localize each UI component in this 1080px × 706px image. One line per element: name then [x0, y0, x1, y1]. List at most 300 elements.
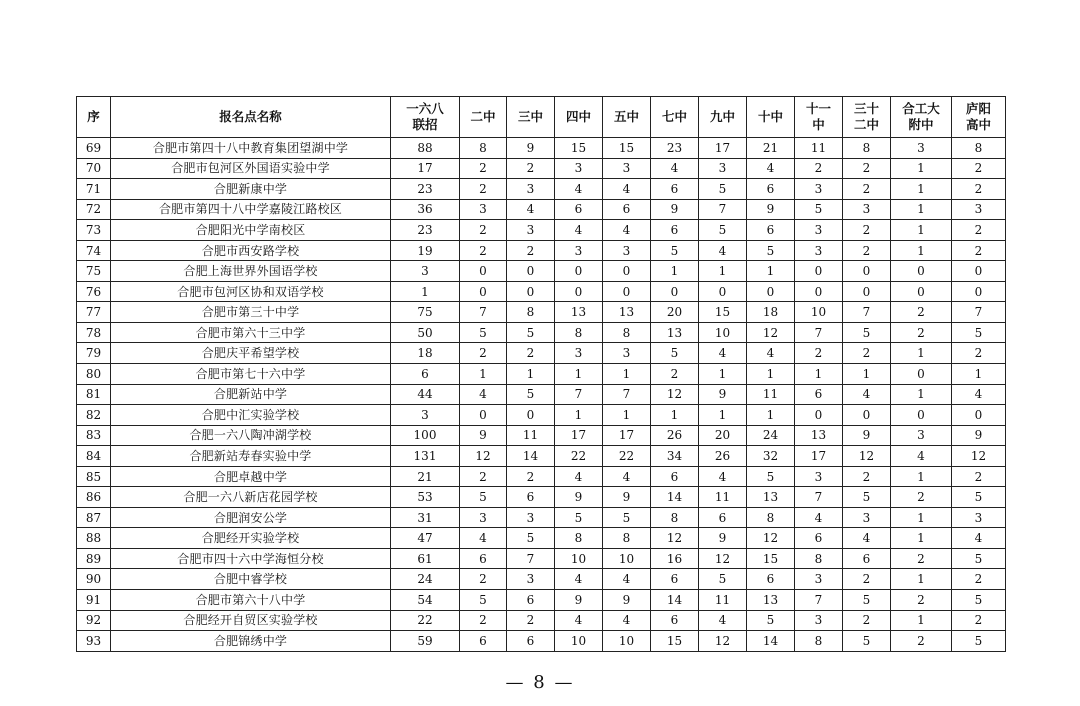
- school-name-cell: 合肥市西安路学校: [111, 240, 391, 261]
- quota-cell: 3: [795, 240, 843, 261]
- quota-cell: 5: [555, 507, 603, 528]
- quota-cell: 6: [507, 487, 555, 508]
- quota-cell: 11: [699, 487, 747, 508]
- quota-cell: 13: [795, 425, 843, 446]
- quota-cell: 10: [603, 631, 651, 652]
- quota-cell: 0: [507, 405, 555, 426]
- quota-cell: 2: [952, 569, 1006, 590]
- row-index-cell: 77: [77, 302, 111, 323]
- quota-cell: 7: [795, 487, 843, 508]
- quota-cell: 10: [555, 548, 603, 569]
- quota-cell: 12: [747, 528, 795, 549]
- quota-cell: 2: [843, 466, 891, 487]
- quota-cell: 11: [795, 138, 843, 159]
- quota-cell: 12: [699, 548, 747, 569]
- row-index-cell: 93: [77, 631, 111, 652]
- quota-cell: 5: [460, 590, 507, 611]
- quota-cell: 75: [391, 302, 460, 323]
- quota-cell: 4: [460, 528, 507, 549]
- row-index-cell: 70: [77, 158, 111, 179]
- table-row: [77, 302, 1006, 323]
- quota-cell: 5: [699, 220, 747, 241]
- table-row: [77, 507, 1006, 528]
- quota-cell: 10: [555, 631, 603, 652]
- quota-cell: 5: [795, 199, 843, 220]
- row-index-cell: 76: [77, 281, 111, 302]
- quota-cell: 6: [555, 199, 603, 220]
- school-name-cell: 合肥中睿学校: [111, 569, 391, 590]
- row-index-cell: 81: [77, 384, 111, 405]
- column-header: 十中: [747, 97, 795, 138]
- quota-cell: 5: [747, 610, 795, 631]
- quota-cell: 6: [651, 610, 699, 631]
- quota-cell: 6: [507, 590, 555, 611]
- quota-cell: 5: [952, 548, 1006, 569]
- table-row: [77, 405, 1006, 426]
- quota-cell: 7: [795, 322, 843, 343]
- table-row: [77, 343, 1006, 364]
- quota-cell: 3: [795, 569, 843, 590]
- quota-cell: 15: [555, 138, 603, 159]
- column-header: 九中: [699, 97, 747, 138]
- quota-cell: 13: [555, 302, 603, 323]
- quota-cell: 3: [460, 507, 507, 528]
- quota-cell: 4: [843, 528, 891, 549]
- quota-cell: 13: [747, 487, 795, 508]
- quota-cell: 1: [603, 405, 651, 426]
- quota-cell: 20: [651, 302, 699, 323]
- row-index-cell: 90: [77, 569, 111, 590]
- quota-cell: 2: [651, 364, 699, 385]
- quota-cell: 0: [555, 261, 603, 282]
- quota-cell: 1: [891, 466, 952, 487]
- school-name-cell: 合肥锦绣中学: [111, 631, 391, 652]
- quota-cell: 5: [507, 384, 555, 405]
- row-index-cell: 88: [77, 528, 111, 549]
- quota-cell: 3: [699, 158, 747, 179]
- row-index-cell: 89: [77, 548, 111, 569]
- quota-cell: 15: [603, 138, 651, 159]
- quota-cell: 2: [952, 343, 1006, 364]
- header-row: [77, 97, 1006, 138]
- quota-cell: 4: [747, 158, 795, 179]
- quota-cell: 19: [391, 240, 460, 261]
- row-index-cell: 69: [77, 138, 111, 159]
- quota-cell: 34: [651, 446, 699, 467]
- quota-cell: 5: [843, 590, 891, 611]
- school-name-cell: 合肥市第四十八中学嘉陵江路校区: [111, 199, 391, 220]
- quota-cell: 2: [952, 610, 1006, 631]
- table-row: [77, 610, 1006, 631]
- quota-cell: 3: [952, 507, 1006, 528]
- quota-cell: 3: [555, 343, 603, 364]
- quota-cell: 6: [460, 631, 507, 652]
- quota-cell: 11: [507, 425, 555, 446]
- row-index-cell: 71: [77, 179, 111, 200]
- quota-cell: 3: [460, 199, 507, 220]
- quota-cell: 1: [795, 364, 843, 385]
- quota-cell: 9: [603, 487, 651, 508]
- quota-cell: 4: [603, 569, 651, 590]
- quota-cell: 0: [747, 281, 795, 302]
- quota-cell: 2: [952, 179, 1006, 200]
- quota-cell: 14: [651, 487, 699, 508]
- quota-cell: 0: [891, 281, 952, 302]
- quota-cell: 2: [891, 631, 952, 652]
- school-name-cell: 合肥中汇实验学校: [111, 405, 391, 426]
- quota-cell: 9: [747, 199, 795, 220]
- quota-cell: 2: [891, 302, 952, 323]
- quota-cell: 7: [507, 548, 555, 569]
- quota-cell: 9: [507, 138, 555, 159]
- quota-cell: 18: [747, 302, 795, 323]
- quota-cell: 17: [391, 158, 460, 179]
- quota-cell: 8: [507, 302, 555, 323]
- quota-cell: 1: [507, 364, 555, 385]
- quota-cell: 13: [747, 590, 795, 611]
- quota-cell: 0: [891, 405, 952, 426]
- quota-cell: 0: [843, 281, 891, 302]
- quota-cell: 2: [507, 158, 555, 179]
- quota-cell: 1: [555, 405, 603, 426]
- quota-cell: 1: [891, 199, 952, 220]
- quota-cell: 0: [651, 281, 699, 302]
- quota-cell: 4: [699, 240, 747, 261]
- quota-cell: 6: [603, 199, 651, 220]
- school-name-cell: 合肥市第七十六中学: [111, 364, 391, 385]
- school-name-cell: 合肥市第六十八中学: [111, 590, 391, 611]
- quota-cell: 16: [651, 548, 699, 569]
- quota-cell: 24: [391, 569, 460, 590]
- quota-cell: 0: [603, 281, 651, 302]
- quota-cell: 10: [795, 302, 843, 323]
- school-name-cell: 合肥市第四十八中教育集团望湖中学: [111, 138, 391, 159]
- quota-cell: 2: [507, 240, 555, 261]
- quota-cell: 1: [891, 528, 952, 549]
- school-name-cell: 合肥上海世界外国语学校: [111, 261, 391, 282]
- quota-cell: 2: [460, 610, 507, 631]
- quota-cell: 0: [952, 261, 1006, 282]
- school-name-cell: 合肥市第三十中学: [111, 302, 391, 323]
- quota-cell: 9: [699, 384, 747, 405]
- quota-cell: 11: [747, 384, 795, 405]
- quota-cell: 0: [795, 261, 843, 282]
- quota-cell: 2: [460, 343, 507, 364]
- quota-cell: 4: [555, 179, 603, 200]
- quota-cell: 12: [699, 631, 747, 652]
- row-index-cell: 85: [77, 466, 111, 487]
- quota-cell: 2: [795, 158, 843, 179]
- quota-cell: 12: [747, 322, 795, 343]
- quota-cell: 4: [555, 220, 603, 241]
- quota-cell: 9: [651, 199, 699, 220]
- quota-cell: 88: [391, 138, 460, 159]
- quota-cell: 6: [651, 466, 699, 487]
- quota-cell: 22: [555, 446, 603, 467]
- row-index-cell: 73: [77, 220, 111, 241]
- quota-cell: 2: [952, 240, 1006, 261]
- quota-cell: 2: [843, 220, 891, 241]
- school-name-cell: 合肥市包河区外国语实验中学: [111, 158, 391, 179]
- quota-cell: 0: [795, 281, 843, 302]
- quota-cell: 3: [507, 179, 555, 200]
- quota-cell: 3: [891, 138, 952, 159]
- column-header: 四中: [555, 97, 603, 138]
- page-number: — 8 —: [505, 672, 575, 693]
- row-index-cell: 82: [77, 405, 111, 426]
- table-body: [77, 138, 1006, 652]
- quota-cell: 61: [391, 548, 460, 569]
- quota-cell: 0: [507, 281, 555, 302]
- quota-cell: 9: [460, 425, 507, 446]
- school-name-cell: 合肥市包河区协和双语学校: [111, 281, 391, 302]
- quota-cell: 17: [555, 425, 603, 446]
- quota-cell: 20: [699, 425, 747, 446]
- column-header: 十一 中: [795, 97, 843, 138]
- column-header: 三十 二中: [843, 97, 891, 138]
- quota-cell: 1: [651, 261, 699, 282]
- column-header: 七中: [651, 97, 699, 138]
- quota-cell: 5: [843, 631, 891, 652]
- quota-cell: 4: [603, 610, 651, 631]
- school-name-cell: 合肥新站寿春实验中学: [111, 446, 391, 467]
- row-index-cell: 91: [77, 590, 111, 611]
- column-header: 二中: [460, 97, 507, 138]
- quota-cell: 15: [747, 548, 795, 569]
- quota-cell: 2: [843, 569, 891, 590]
- quota-cell: 3: [603, 343, 651, 364]
- quota-cell: 0: [460, 261, 507, 282]
- column-header: 三中: [507, 97, 555, 138]
- row-index-cell: 87: [77, 507, 111, 528]
- quota-cell: 23: [651, 138, 699, 159]
- quota-cell: 9: [603, 590, 651, 611]
- school-name-cell: 合肥润安公学: [111, 507, 391, 528]
- quota-cell: 0: [795, 405, 843, 426]
- quota-cell: 36: [391, 199, 460, 220]
- quota-cell: 10: [603, 548, 651, 569]
- quota-cell: 0: [460, 405, 507, 426]
- quota-cell: 6: [507, 631, 555, 652]
- quota-cell: 15: [699, 302, 747, 323]
- school-name-cell: 合肥一六八新店花园学校: [111, 487, 391, 508]
- quota-cell: 2: [460, 466, 507, 487]
- quota-cell: 2: [952, 466, 1006, 487]
- quota-cell: 6: [747, 220, 795, 241]
- quota-cell: 1: [391, 281, 460, 302]
- quota-cell: 3: [603, 158, 651, 179]
- table-row: [77, 220, 1006, 241]
- quota-cell: 2: [843, 179, 891, 200]
- quota-cell: 4: [747, 343, 795, 364]
- quota-cell: 7: [555, 384, 603, 405]
- quota-cell: 5: [603, 507, 651, 528]
- quota-cell: 1: [460, 364, 507, 385]
- row-index-cell: 80: [77, 364, 111, 385]
- school-name-cell: 合肥庆平希望学校: [111, 343, 391, 364]
- quota-cell: 100: [391, 425, 460, 446]
- quota-cell: 0: [460, 281, 507, 302]
- quota-cell: 131: [391, 446, 460, 467]
- quota-cell: 3: [795, 220, 843, 241]
- quota-cell: 1: [891, 569, 952, 590]
- row-index-cell: 84: [77, 446, 111, 467]
- quota-cell: 8: [460, 138, 507, 159]
- table-row: [77, 199, 1006, 220]
- quota-cell: 4: [795, 507, 843, 528]
- column-header: 报名点名称: [111, 97, 391, 138]
- quota-cell: 8: [747, 507, 795, 528]
- school-name-cell: 合肥新站中学: [111, 384, 391, 405]
- quota-cell: 2: [891, 590, 952, 611]
- quota-cell: 3: [391, 405, 460, 426]
- quota-cell: 1: [747, 364, 795, 385]
- quota-cell: 9: [699, 528, 747, 549]
- quota-cell: 5: [747, 466, 795, 487]
- quota-cell: 13: [603, 302, 651, 323]
- quota-cell: 6: [651, 569, 699, 590]
- quota-cell: 14: [651, 590, 699, 611]
- quota-cell: 6: [795, 528, 843, 549]
- quota-cell: 17: [699, 138, 747, 159]
- table-row: [77, 528, 1006, 549]
- column-header: 合工大 附中: [891, 97, 952, 138]
- row-index-cell: 74: [77, 240, 111, 261]
- quota-cell: 2: [507, 610, 555, 631]
- quota-cell: 9: [555, 487, 603, 508]
- table-row: [77, 322, 1006, 343]
- quota-cell: 3: [603, 240, 651, 261]
- quota-cell: 9: [952, 425, 1006, 446]
- quota-cell: 21: [747, 138, 795, 159]
- quota-cell: 5: [952, 487, 1006, 508]
- quota-cell: 0: [699, 281, 747, 302]
- table-row: [77, 364, 1006, 385]
- quota-cell: 14: [747, 631, 795, 652]
- quota-cell: 5: [460, 487, 507, 508]
- quota-cell: 2: [891, 548, 952, 569]
- quota-cell: 6: [747, 569, 795, 590]
- quota-table-container: [76, 96, 1005, 652]
- quota-cell: 4: [843, 384, 891, 405]
- quota-cell: 2: [460, 569, 507, 590]
- quota-cell: 1: [891, 179, 952, 200]
- quota-cell: 4: [555, 610, 603, 631]
- quota-cell: 2: [460, 158, 507, 179]
- quota-cell: 47: [391, 528, 460, 549]
- table-row: [77, 487, 1006, 508]
- quota-cell: 8: [795, 548, 843, 569]
- quota-cell: 5: [699, 569, 747, 590]
- quota-cell: 5: [952, 631, 1006, 652]
- quota-cell: 31: [391, 507, 460, 528]
- table-row: [77, 261, 1006, 282]
- quota-cell: 4: [603, 466, 651, 487]
- quota-cell: 3: [507, 507, 555, 528]
- quota-cell: 1: [891, 343, 952, 364]
- quota-cell: 4: [699, 343, 747, 364]
- quota-cell: 1: [891, 240, 952, 261]
- quota-cell: 6: [699, 507, 747, 528]
- school-name-cell: 合肥卓越中学: [111, 466, 391, 487]
- quota-cell: 3: [795, 466, 843, 487]
- school-name-cell: 合肥阳光中学南校区: [111, 220, 391, 241]
- quota-cell: 1: [891, 610, 952, 631]
- quota-cell: 17: [795, 446, 843, 467]
- school-name-cell: 合肥市四十六中学海恒分校: [111, 548, 391, 569]
- quota-cell: 44: [391, 384, 460, 405]
- quota-cell: 21: [391, 466, 460, 487]
- quota-cell: 5: [651, 240, 699, 261]
- quota-cell: 4: [555, 569, 603, 590]
- quota-cell: 8: [952, 138, 1006, 159]
- quota-cell: 1: [603, 364, 651, 385]
- quota-cell: 4: [891, 446, 952, 467]
- quota-cell: 3: [507, 569, 555, 590]
- quota-cell: 3: [952, 199, 1006, 220]
- quota-cell: 2: [460, 179, 507, 200]
- quota-cell: 22: [603, 446, 651, 467]
- quota-cell: 1: [891, 158, 952, 179]
- quota-cell: 26: [651, 425, 699, 446]
- quota-cell: 10: [699, 322, 747, 343]
- quota-cell: 0: [843, 261, 891, 282]
- quota-cell: 6: [747, 179, 795, 200]
- quota-cell: 7: [699, 199, 747, 220]
- quota-cell: 5: [952, 322, 1006, 343]
- quota-cell: 2: [843, 610, 891, 631]
- quota-cell: 6: [460, 548, 507, 569]
- quota-cell: 6: [651, 179, 699, 200]
- quota-cell: 0: [952, 281, 1006, 302]
- quota-cell: 2: [952, 220, 1006, 241]
- row-index-cell: 75: [77, 261, 111, 282]
- row-index-cell: 78: [77, 322, 111, 343]
- quota-cell: 13: [651, 322, 699, 343]
- quota-cell: 8: [651, 507, 699, 528]
- quota-cell: 2: [952, 158, 1006, 179]
- quota-cell: 6: [843, 548, 891, 569]
- quota-cell: 6: [651, 220, 699, 241]
- quota-cell: 2: [507, 343, 555, 364]
- quota-cell: 3: [555, 240, 603, 261]
- quota-cell: 4: [603, 220, 651, 241]
- quota-cell: 14: [507, 446, 555, 467]
- quota-cell: 8: [843, 138, 891, 159]
- quota-cell: 50: [391, 322, 460, 343]
- quota-cell: 9: [843, 425, 891, 446]
- quota-cell: 17: [603, 425, 651, 446]
- table-row: [77, 384, 1006, 405]
- quota-cell: 0: [952, 405, 1006, 426]
- quota-cell: 8: [555, 528, 603, 549]
- quota-cell: 5: [747, 240, 795, 261]
- quota-cell: 1: [952, 364, 1006, 385]
- quota-cell: 8: [603, 322, 651, 343]
- quota-cell: 3: [843, 507, 891, 528]
- quota-cell: 1: [747, 261, 795, 282]
- quota-cell: 12: [651, 528, 699, 549]
- quota-cell: 6: [795, 384, 843, 405]
- table-row: [77, 240, 1006, 261]
- quota-cell: 22: [391, 610, 460, 631]
- quota-cell: 4: [555, 466, 603, 487]
- quota-cell: 2: [460, 220, 507, 241]
- quota-cell: 3: [555, 158, 603, 179]
- quota-cell: 0: [603, 261, 651, 282]
- table-row: [77, 179, 1006, 200]
- quota-cell: 4: [952, 384, 1006, 405]
